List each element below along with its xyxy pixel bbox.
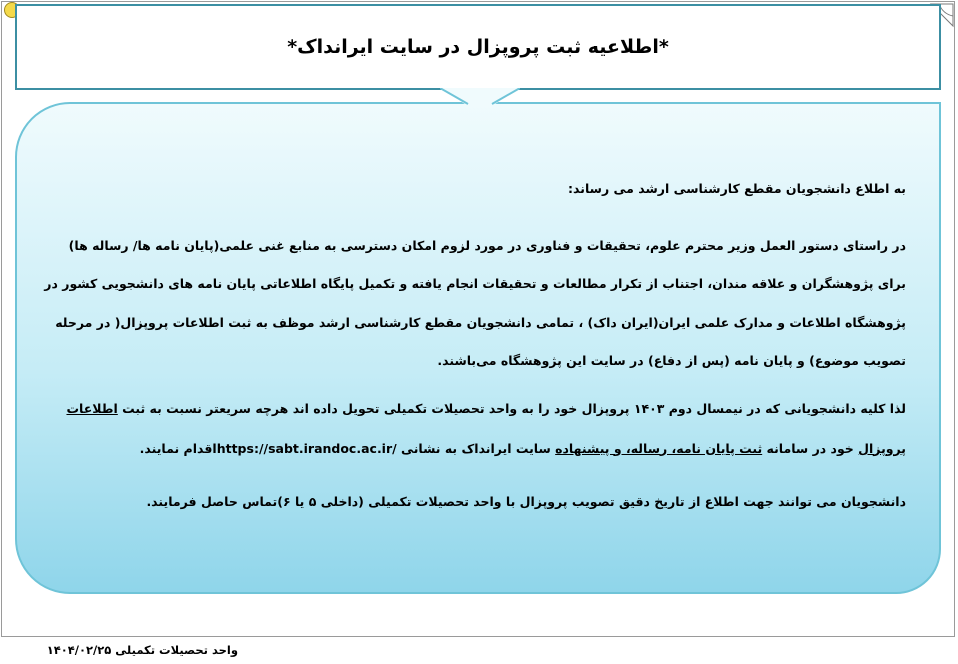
announcement-body [40,170,906,521]
p2-part1: لذا کلیه دانشجویانی که در نیمسال دوم ۱۴۰۳ پروپزال خود را به واحد تحصیلات تکمیلی تحویل داده اند هرچه سریعتر نسبت به ثبت [117,400,906,416]
footer-signature: واحد تحصیلات تکمیلی ۱۴۰۴/۰۲/۲۵ [46,643,238,657]
page-title: *اطلاعیه ثبت پروپزال در سایت ایرانداک* [287,36,669,58]
irandoc-url-link[interactable]: https://sabt.irandoc.ac.ir/ [216,440,397,456]
callout-arrow [440,88,520,106]
intro-text: به اطلاع دانشجویان مقطع کارشناسی ارشد می رساند: [568,181,906,196]
paragraph-instructions [40,389,906,469]
title-box [15,4,941,90]
paragraph-directive: در راستای دستور العمل وزیر محترم علوم، تحقیقات و فناوری در مورد لزوم امکان دسترسی به منابع غنی علمی(پایان نامه ها/ رساله ها) برای پژوهشگران و علاقه مندان، اجتناب از تکرار مطالعات و تحقیقات انجام یافته و تکمیل پایگاه اطلاعاتی پایان نامه های دانشجویی کشور در پژوهشگاه اطلاعات و مدارک علمی ایران(ایران داک) ، تمامی دانشجویان مقطع کارشناسی ارشد موظف به ثبت اطلاعات پروپزال( در مرحله تصویب موضوع) و پایان نامه (پس از دفاع) در سایت این پژوهشگاه می‌باشند. [44,237,906,368]
system-name-underlined: ثبت پایان نامه، رساله، و پیشنهاده [555,440,763,456]
paragraph-contact: دانشجویان می توانند جهت اطلاع از تاریخ دقیق تصویب پروپزال با واحد تحصیلات تکمیلی (داخلی ۵ یا ۶)تماس حاصل فرمایند. [146,493,906,509]
p2-part3: سایت ایرانداک به نشانی [396,440,556,456]
proposal-info-underlined: اطلاعات پروپزال [66,400,906,456]
p2-part2: خود در سامانه [762,440,859,456]
p2-part4: اقدام نمایند. [139,440,217,456]
